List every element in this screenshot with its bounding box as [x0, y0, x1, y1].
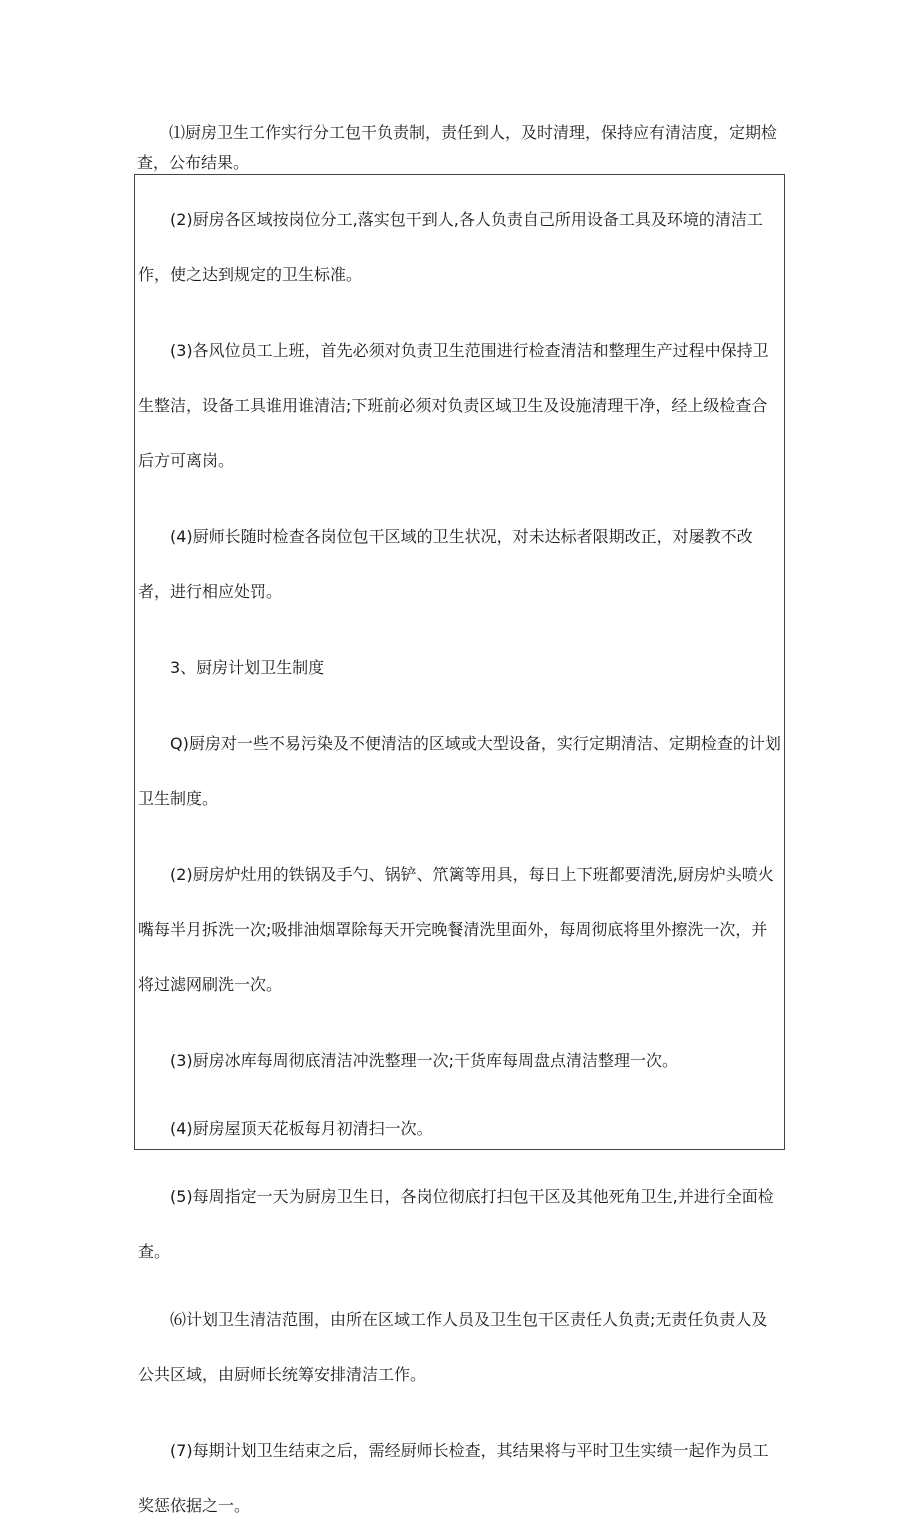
plan-paragraph-6: ⑹计划卫生清洁范围，由所在区域工作人员及卫生包干区责任人负责;无责任负责人及公共区域，由厨师长统筹安排清洁工作。 — [138, 1310, 768, 1384]
paragraph-4: (4)厨师长随时检查各岗位包干区域的卫生状况，对未达标者限期改正，对屡教不改者，进行相应处罚。 — [138, 527, 753, 601]
intro-paragraph — [137, 118, 787, 178]
section-heading: 3、厨房计划卫生制度 — [170, 658, 325, 677]
plan-paragraph-7: (7)每期计划卫生结束之后，需经厨师长检查，其结果将与平时卫生实绩一起作为员工奖惩依据之一。 — [138, 1441, 769, 1515]
plan-paragraph-5: (5)每周指定一天为厨房卫生日，各岗位彻底打扫包干区及其他死角卫生,并进行全面检查。 — [138, 1187, 774, 1261]
paragraph-2: (2)厨房各区域按岗位分工,落实包干到人,各人负责自己所用设备工具及环境的清洁工作，使之达到规定的卫生标准。 — [138, 210, 763, 284]
intro-text: ⑴厨房卫生工作实行分工包干负责制，责任到人，及时清理，保持应有清洁度，定期检查，公布结果。 — [137, 123, 778, 172]
paragraph-3: (3)各风位员工上班，首先必须对负责卫生范围进行检查清洁和整理生产过程中保持卫生整洁，设备工具谁用谁清洁;下班前必须对负责区域卫生及设施清理干净，经上级检查合后方可离岗。 — [138, 341, 769, 470]
plan-paragraph-4: (4)厨房屋顶天花板每月初清扫一次。 — [170, 1119, 433, 1138]
plan-paragraph-1: Q)厨房对一些不易污染及不便清洁的区域或大型设备，实行定期清洁、定期检查的计划卫生制度。 — [138, 734, 781, 808]
plan-paragraph-2: (2)厨房炉灶用的铁锅及手勺、锅铲、笊篱等用具，每日上下班都要清洗,厨房炉头喷火嘴每半月拆洗一次;吸排油烟罩除每天开完晚餐清洗里面外，每周彻底将里外擦洗一次，并将过滤网刷洗一次。 — [138, 865, 774, 994]
content-box — [134, 174, 785, 1515]
plan-paragraph-3: (3)厨房冰库每周彻底清洁冲洗整理一次;干货库每周盘点清洁整理一次。 — [170, 1051, 679, 1070]
